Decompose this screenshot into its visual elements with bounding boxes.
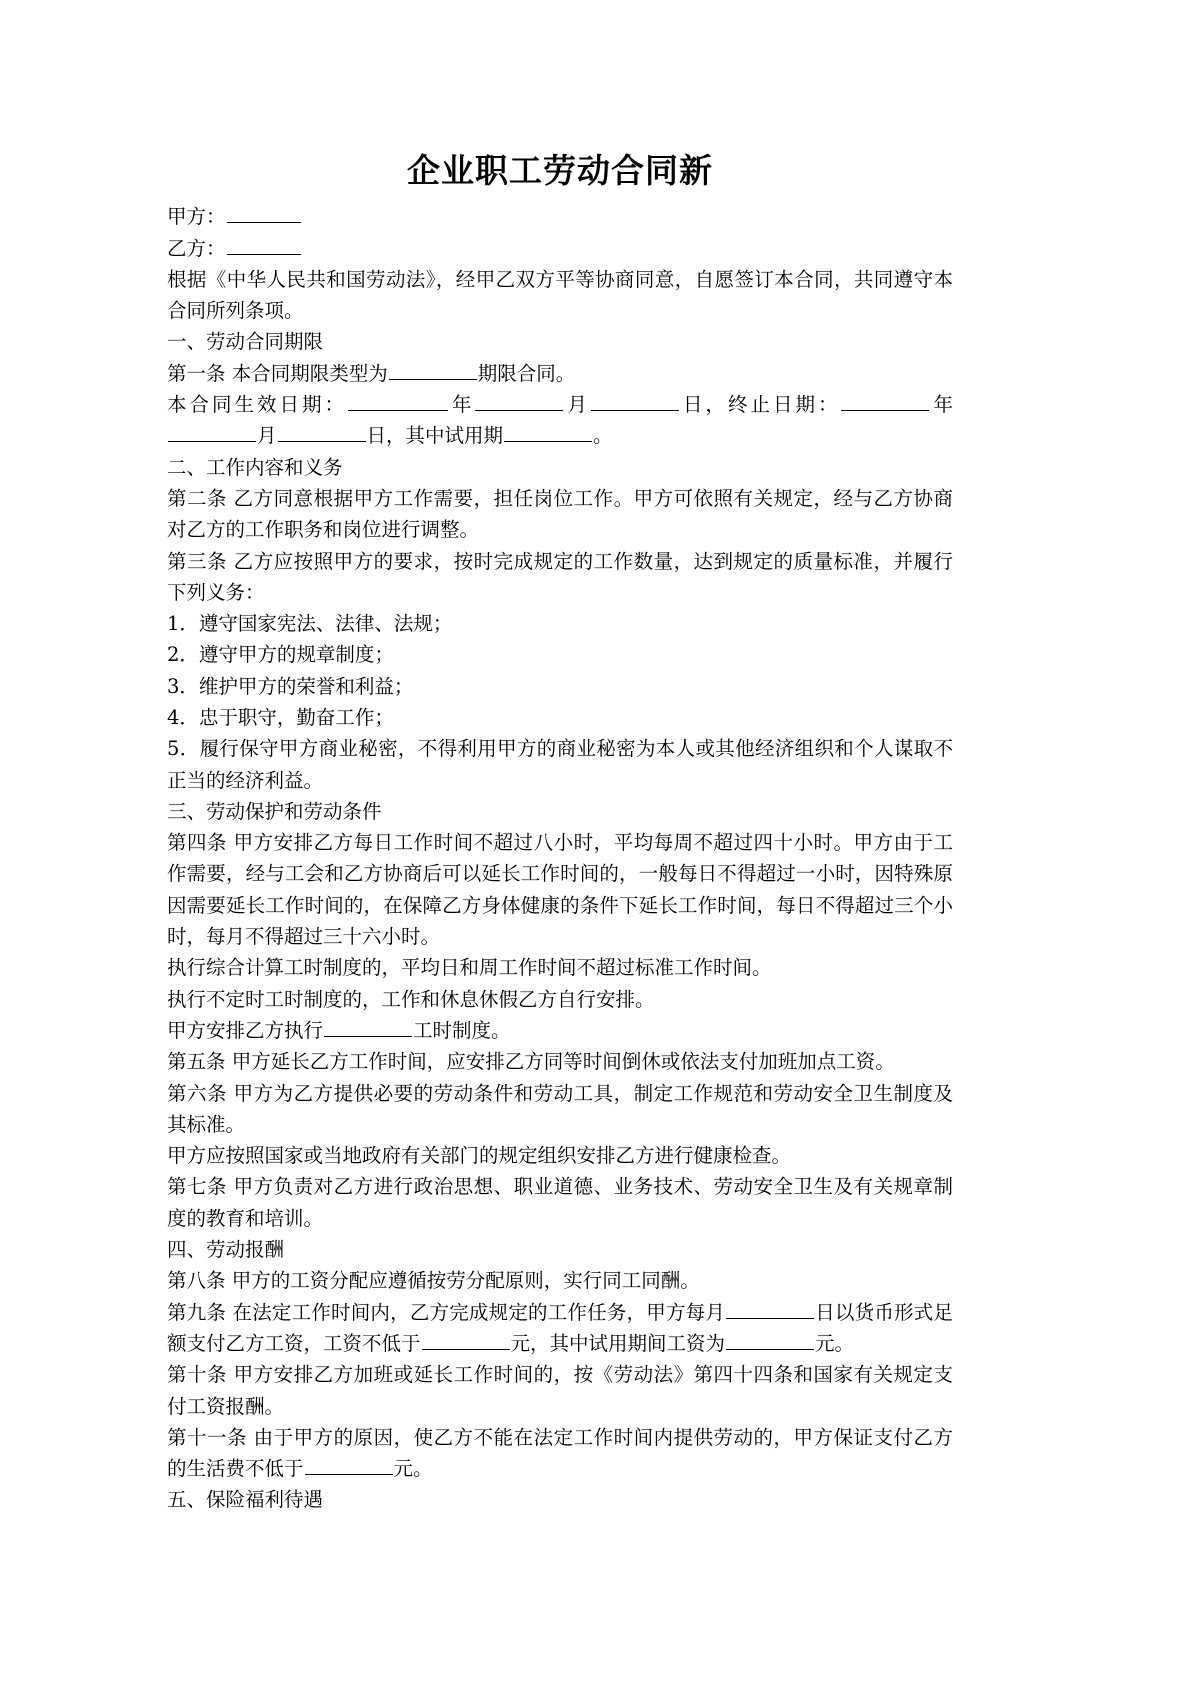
payday-blank[interactable] (726, 1299, 814, 1319)
end-month-label: 月 (257, 424, 277, 448)
document-content (167, 0, 953, 1516)
article-2: 第二条 乙方同意根据甲方工作需要，担任岗位工作。甲方可依照有关规定，经与乙方协商对乙方的工作职务和岗位进行调整。 (167, 486, 953, 542)
article-4: 第四条 甲方安排乙方每日工作时间不超过八小时，平均每周不超过四十小时。甲方由于工作需要，经与工会和乙方协商后可以延长工作时间的，一般每日不得超过一小时，因特殊原因需要延长工作时间的，在保障乙方身体健康的条件下延长工作时间，每日不得超过三个小时，每月不得超过三十六小时。 (167, 831, 953, 949)
working-hours-note-2: 执行不定时工时制度的，工作和休息休假乙方自行安排。 (167, 987, 655, 1011)
effective-month-blank[interactable] (475, 392, 563, 412)
article-9 (167, 1297, 953, 1360)
living-allowance-blank[interactable] (305, 1456, 393, 1476)
end-year-label: 年 (930, 393, 953, 417)
minimum-wage-blank[interactable] (422, 1330, 510, 1350)
section-5-heading: 五、保险福利待遇 (167, 1488, 324, 1512)
party-b-line (167, 233, 953, 264)
end-month-blank[interactable] (168, 423, 256, 443)
obligation-item: 3．维护甲方的荣誉和利益； (167, 674, 414, 698)
article-3: 第三条 乙方应按照甲方的要求，按时完成规定的工作数量，达到规定的质量标准，并履行下列义务： (167, 549, 953, 604)
section-1-heading: 一、劳动合同期限 (167, 330, 324, 354)
article-1 (167, 358, 953, 389)
contract-dates-line (167, 389, 953, 452)
working-hours-system-suffix: 工时制度。 (413, 1018, 511, 1042)
end-day-blank[interactable] (278, 423, 366, 443)
working-hours-system-prefix: 甲方安排乙方执行 (167, 1018, 324, 1042)
article-10: 第十条 甲方安排乙方加班或延长工作时间的，按《劳动法》第四十四条和国家有关规定支付工资报酬。 (167, 1363, 953, 1418)
party-b-label: 乙方： (167, 236, 226, 260)
article-9-text-b: 日以货币形式足额支付乙方工资，工资不低于 (167, 1300, 953, 1355)
article-7: 第七条 甲方负责对乙方进行政治思想、职业道德、业务技术、劳动安全卫生及有关规章制度的教育和培训。 (167, 1175, 953, 1230)
party-a-blank[interactable] (227, 204, 301, 224)
end-year-blank[interactable] (841, 392, 929, 412)
section-4-heading: 四、劳动报酬 (167, 1238, 285, 1262)
article-9-text-a: 第九条 在法定工作时间内，乙方完成规定的工作任务，甲方每月 (167, 1300, 726, 1324)
party-a-line (167, 201, 953, 232)
section-2-heading: 二、工作内容和义务 (167, 455, 343, 479)
article-9-text-c: 元，其中试用期间工资为 (510, 1331, 726, 1355)
document-body (167, 201, 953, 1515)
obligation-item: 5．履行保守甲方商业秘密，不得利用甲方的商业秘密为本人或其他经济组织和个人谋取不正当的经济利益。 (167, 737, 953, 792)
obligation-item: 4．忠于职守，勤奋工作； (167, 706, 394, 729)
article-9-text-d: 元。 (815, 1331, 855, 1355)
article-6: 第六条 甲方为乙方提供必要的劳动条件和劳动工具，制定工作规范和劳动安全卫生制度及其标准。 (167, 1081, 953, 1136)
probation-period-end: 。 (593, 424, 613, 448)
article-8: 第八条 甲方的工资分配应遵循按劳分配原则，实行同工同酬。 (167, 1269, 700, 1293)
end-day-label: 日，其中试用期 (366, 424, 504, 448)
party-b-blank[interactable] (227, 235, 301, 255)
obligation-item: 2．遵守甲方的规章制度； (167, 643, 394, 667)
working-hours-system-line (167, 1015, 953, 1046)
obligation-item: 1．遵守国家宪法、法律、法规； (167, 612, 453, 636)
contract-type-blank[interactable] (389, 360, 477, 380)
effective-year-label: 年 (448, 393, 475, 417)
section-3-heading: 三、劳动保护和劳动条件 (167, 799, 382, 823)
probation-blank[interactable] (504, 423, 592, 443)
article-11-text-b: 元。 (393, 1457, 433, 1481)
effective-month-label: 月 (564, 393, 590, 417)
effective-day-label: 日，终止日期： (679, 393, 841, 417)
article-11-text-a: 第十一条 由于甲方的原因，使乙方不能在法定工作时间内提供劳动的，甲方保证支付乙方的生活费不低于 (167, 1425, 953, 1481)
effective-day-blank[interactable] (591, 392, 679, 412)
article-1-text-a: 第一条 本合同期限类型为 (167, 361, 388, 385)
party-a-label: 甲方： (167, 205, 226, 229)
effective-year-blank[interactable] (348, 392, 448, 412)
article-1-text-b: 期限合同。 (477, 361, 576, 385)
preamble-paragraph: 根据《中华人民共和国劳动法》，经甲乙双方平等协商同意，自愿签订本合同，共同遵守本合同所列条项。 (167, 267, 953, 323)
probation-wage-blank[interactable] (726, 1330, 814, 1350)
page-title: 企业职工劳动合同新 (407, 151, 713, 190)
effective-date-label: 本合同生效日期： (167, 393, 347, 417)
article-11 (167, 1422, 953, 1485)
health-check-note: 甲方应按照国家或当地政府有关部门的规定组织安排乙方进行健康检查。 (167, 1144, 792, 1168)
working-hours-note-1: 执行综合计算工时制度的，平均日和周工作时间不超过标准工作时间。 (167, 956, 772, 980)
article-5: 第五条 甲方延长乙方工作时间，应安排乙方同等时间倒休或依法支付加班加点工资。 (167, 1050, 895, 1074)
working-hours-system-blank[interactable] (324, 1017, 412, 1037)
